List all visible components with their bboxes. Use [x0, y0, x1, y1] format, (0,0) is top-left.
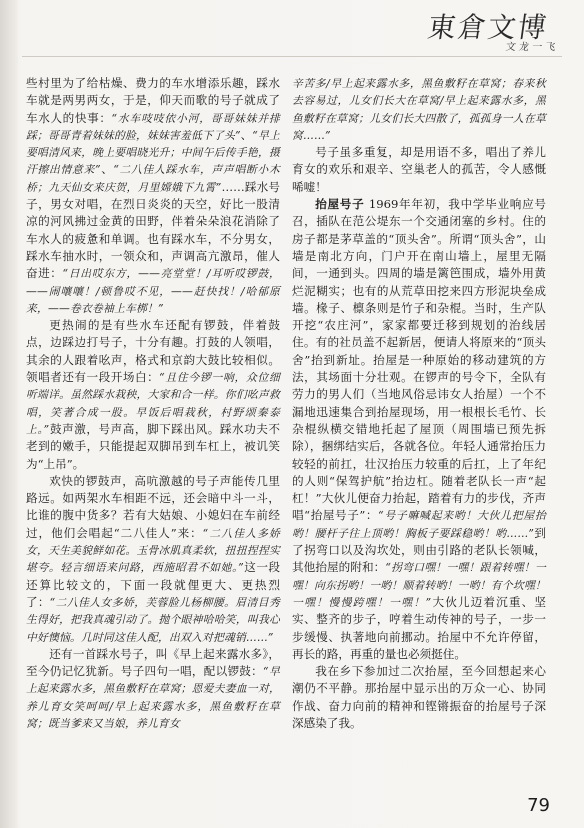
paragraph: 更热闹的是有些水车还配有锣鼓，伴着鼓点，边踩边打号子，十分有趣。打鼓的人领唱，其余的人跟着吆声，格式和京韵大鼓比较相似。领唱者还有一段开场白：“且住今锣一响，众位细听端详。虽然踩水栽秧，大家和合一样。你们吆声救唱，笑著合成一股。早饭后唱栽秋，村野颂秦泰上。”鼓声激，号声高，脚下踩出风。踩水功夫不老到的嫩手，只能提起双脚吊到车杠上，被讥笑为“上吊”。 — [26, 318, 280, 471]
paragraph: 些村里为了给枯燥、费力的车水增添乐趣，踩水车就是两男两女，于是，仰天而歌的号子就成了车水人的快事：“水车吱吱依小河，哥哥妹妹并排踩；哥哥青着妹妹的脸，妹妹害羞低下了头”、“早上要唱清风来，晚上要唱晓光升；中间午后传手艳，摄汗擦出情意来”、“二八佳人踩水车，声声唱断小木桥；九天仙女来庆贺，月里嫦娥下九霄”……踩水号子，男女对唱，在烈日炎炎的天空，好比一股清凉的河风拂过金黄的田野，伴着朵朵浪花消除了车水人的疲惫和单调。也有踩水车，不分男女，踩水车抽水时，一领众和，声调高亢激昂，催人奋进：“日出哎东方，——亮堂堂！/耳听哎锣鼓，——闹嚷嚷！/顿鲁哎不见，——赶快找！/哈郁原来，——卷衣卷袖上车梆！” — [26, 76, 280, 315]
paragraph: 号子虽多重复，却是用语不多，唱出了养儿育女的欢乐和艰辛、空巢老人的孤苦，令人感慨唏嘘！ — [292, 145, 546, 194]
page-gutter-shadow — [0, 0, 18, 828]
right-text-column — [292, 75, 546, 732]
header-divider — [22, 56, 562, 57]
subsection-title: 抬屋号子 — [315, 197, 365, 212]
paragraph: 抬屋号子 1969年年初，我中学毕业响应号召，插队在范公堤东一个交通闭塞的乡村。住的房子都是茅草盖的“顶头舍”。所谓“顶头舍”，山墙是南北方向，门户开在南山墙上，屋里无隔间，一通到头。四周的墙是篱笆围成，墙外用黄烂泥糊实；也有的从荒草田挖来四方形泥块垒成墙。椽子、檩条则是竹子和杂棍。当时，生产队开挖“农庄河”，家家都要迁移到规划的治线居住。有的社员盖不起新居，便请人将原来的“顶头舍”抬到新址。抬屋是一种原始的移动建筑的方法，其场面十分壮观。在锣声的号令下，全队有劳力的男人们（当地风俗忌讳女人抬屋）一个不漏地迅速集合到抬屋现场，用一根根长毛竹、长杂棍纵横交错地托起了屋顶（周围墙已预先拆除），捆绑结实后，各就各位。年轻人通常抬压力较轻的前扛，壮汉抬压力较重的后扛，上了年纪的人则“保驾护航”抬边杠。随着老队长一声“起杠！”大伙儿便奋力抬起，踏着有力的步伐，齐声唱“抬屋号子”：“号子嘛喊起来哟！大伙儿把屋抬哟！腰杆子往上顶哟！胸板子要踩稳哟！哟……”到了拐弯口以及沟坎处，则由引路的老队长领喊，其他抬屋的附和：“拐弯口嘿！一嘿！跟着转嘿！一嘿！向东拐哟！一哟！顺着转哟！一哟！有个坎嘿！一嘿！慢慢跨嘿！一嘿！”大伙儿迈着沉重、坚实、整齐的步子，哼着生动传神的号子，一步一步缓慢、执著地向前挪动。抬屋中不允许停留，再长的路，再重的量也必须挺住。 — [292, 197, 546, 661]
calligraphy-signature: 文 龙 一 飞 — [505, 42, 557, 53]
paragraph: 我在乡下参加过二次抬屋，至今回想起来心潮仍不平静。那抬屋中显示出的万众一心、协同作战、奋力向前的精神和铿锵振奋的抬屋号子深深感染了我。 — [292, 664, 546, 730]
paragraph: 辛苦多/早上起来露水多，黑鱼敷籽在草窝；春来秋去容易过，儿女们长大在草窝/早上起来露水多，黑鱼敷籽在草窝；儿女们长大四散了，孤孤身一人在草窝……” — [292, 77, 546, 142]
left-text-column — [26, 75, 280, 732]
paragraph: 欢快的锣鼓声，高吭激越的号子声能传几里路远。如两架水车相距不远，还会暗中斗一斗，比谁的腹中货多？若有大姑娘、小媳妇在车前经过，他们会唱起“二八佳人”来：“二八佳人多娇女，天生美貌鲜如花。玉骨冰肌真柔软，扭扭捏捏实堪夸。轻言细语来问路，西施昭君不如她。”这一段还算比较文的，下面一段就俚更大、更热烈了：“二八佳人女多娇，芙蓉脸儿杨柳腰。眉清目秀生得好，把我真魂引动了。抛个眼神哈哈笑，叫我心中好懊恼。几时同这佳人配，出双入对把魂销……” — [26, 473, 281, 644]
page-number: 79 — [527, 795, 550, 816]
paragraph: 还有一首踩水号子，叫《早上起来露水多》，至今仍记忆犹新。号子四句一唱，配以锣鼓：“早上起来露水多，黑鱼敷籽在草窝；恩爱夫妻血一对，养儿育女笑呵呵/早上起来露水多，黑鱼敷籽在草窝；既当爹来又当娘，养儿育女 — [26, 646, 280, 730]
section-title-calligraphy: 東倉文博 — [425, 11, 551, 44]
